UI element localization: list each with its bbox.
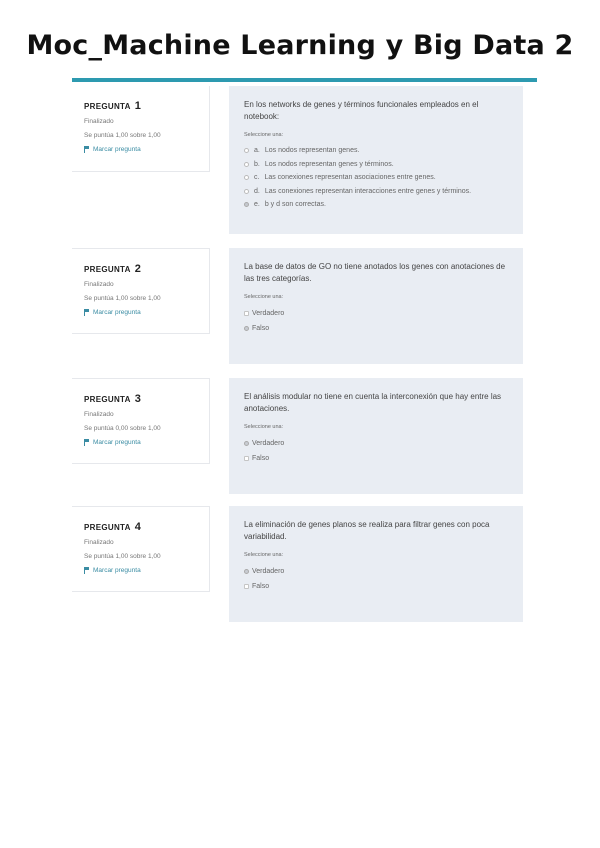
- radio-button[interactable]: [244, 175, 249, 180]
- radio-button[interactable]: [244, 162, 249, 167]
- question-grade: Se puntúa 1,00 sobre 1,00: [84, 295, 161, 302]
- question-label: PREGUNTA 2: [84, 263, 142, 275]
- answer-option-e[interactable]: e. b y d son correctas.: [244, 198, 507, 212]
- answer-option-true[interactable]: Verdadero: [244, 564, 507, 579]
- radio-button-selected[interactable]: [244, 202, 249, 207]
- question-number: 1: [134, 100, 142, 112]
- question-grade: Se puntúa 0,00 sobre 1,00: [84, 425, 161, 432]
- flag-question-link[interactable]: Marcar pregunta: [84, 439, 209, 446]
- question-text: El análisis modular no tiene en cuenta la interconexión que hay entre las anotaciones.: [244, 392, 502, 413]
- flag-question-link[interactable]: Marcar pregunta: [84, 146, 209, 153]
- question-number: 4: [134, 521, 142, 533]
- select-label: Seleccione una:: [244, 294, 284, 300]
- flag-question-link[interactable]: Marcar pregunta: [84, 309, 209, 316]
- radio-button[interactable]: [244, 189, 249, 194]
- question-text: La base de datos de GO no tiene anotados los genes con anotaciones de las tres categorías.: [244, 262, 506, 283]
- question-state: Finalizado: [84, 118, 114, 125]
- answer-option-b[interactable]: b. Los nodos representan genes y términos.: [244, 158, 507, 172]
- radio-button[interactable]: [244, 456, 249, 461]
- answer-option-true[interactable]: Verdadero: [244, 306, 507, 321]
- question-number: 3: [134, 393, 142, 405]
- answer-option-false[interactable]: Falso: [244, 321, 507, 336]
- flag-question-link[interactable]: Marcar pregunta: [84, 567, 209, 574]
- radio-button-selected[interactable]: [244, 441, 249, 446]
- radio-button[interactable]: [244, 584, 249, 589]
- question-info: [72, 378, 210, 464]
- answer-option-false[interactable]: Falso: [244, 579, 507, 594]
- document-title: Moc_Machine Learning y Big Data 2: [26, 30, 574, 61]
- flag-icon: [84, 439, 90, 446]
- select-label: Seleccione una:: [244, 424, 284, 430]
- question-grade: Se puntúa 1,00 sobre 1,00: [84, 132, 161, 139]
- title-underline: [72, 78, 537, 82]
- question-content: [229, 378, 523, 494]
- question-label: PREGUNTA 3: [84, 393, 142, 405]
- radio-button[interactable]: [244, 311, 249, 316]
- question-content: [229, 86, 523, 234]
- radio-button-selected[interactable]: [244, 569, 249, 574]
- question-grade: Se puntúa 1,00 sobre 1,00: [84, 553, 161, 560]
- radio-button[interactable]: [244, 148, 249, 153]
- radio-button-selected[interactable]: [244, 326, 249, 331]
- flag-icon: [84, 146, 90, 153]
- select-label: Seleccione una:: [244, 132, 284, 138]
- answer-option-c[interactable]: c. Las conexiones representan asociaciones entre genes.: [244, 171, 507, 185]
- question-info: [72, 248, 210, 334]
- question-info: [72, 506, 210, 592]
- question-info: [72, 86, 210, 172]
- question-text: La eliminación de genes planos se realiza para filtrar genes con poca variabilidad.: [244, 520, 490, 541]
- flag-icon: [84, 309, 90, 316]
- question-label: PREGUNTA 4: [84, 521, 142, 533]
- answer-option-a[interactable]: a. Los nodos representan genes.: [244, 144, 507, 158]
- answer-option-false[interactable]: Falso: [244, 451, 507, 466]
- question-state: Finalizado: [84, 539, 114, 546]
- answer-option-d[interactable]: d. Las conexiones representan interacciones entre genes y términos.: [244, 185, 507, 199]
- answer-option-true[interactable]: Verdadero: [244, 436, 507, 451]
- flag-icon: [84, 567, 90, 574]
- question-content: [229, 248, 523, 364]
- question-state: Finalizado: [84, 281, 114, 288]
- question-state: Finalizado: [84, 411, 114, 418]
- question-content: [229, 506, 523, 622]
- select-label: Seleccione una:: [244, 552, 284, 558]
- question-text: En los networks de genes y términos funcionales empleados en el notebook:: [244, 100, 479, 121]
- question-label: PREGUNTA 1: [84, 100, 142, 112]
- question-number: 2: [134, 263, 142, 275]
